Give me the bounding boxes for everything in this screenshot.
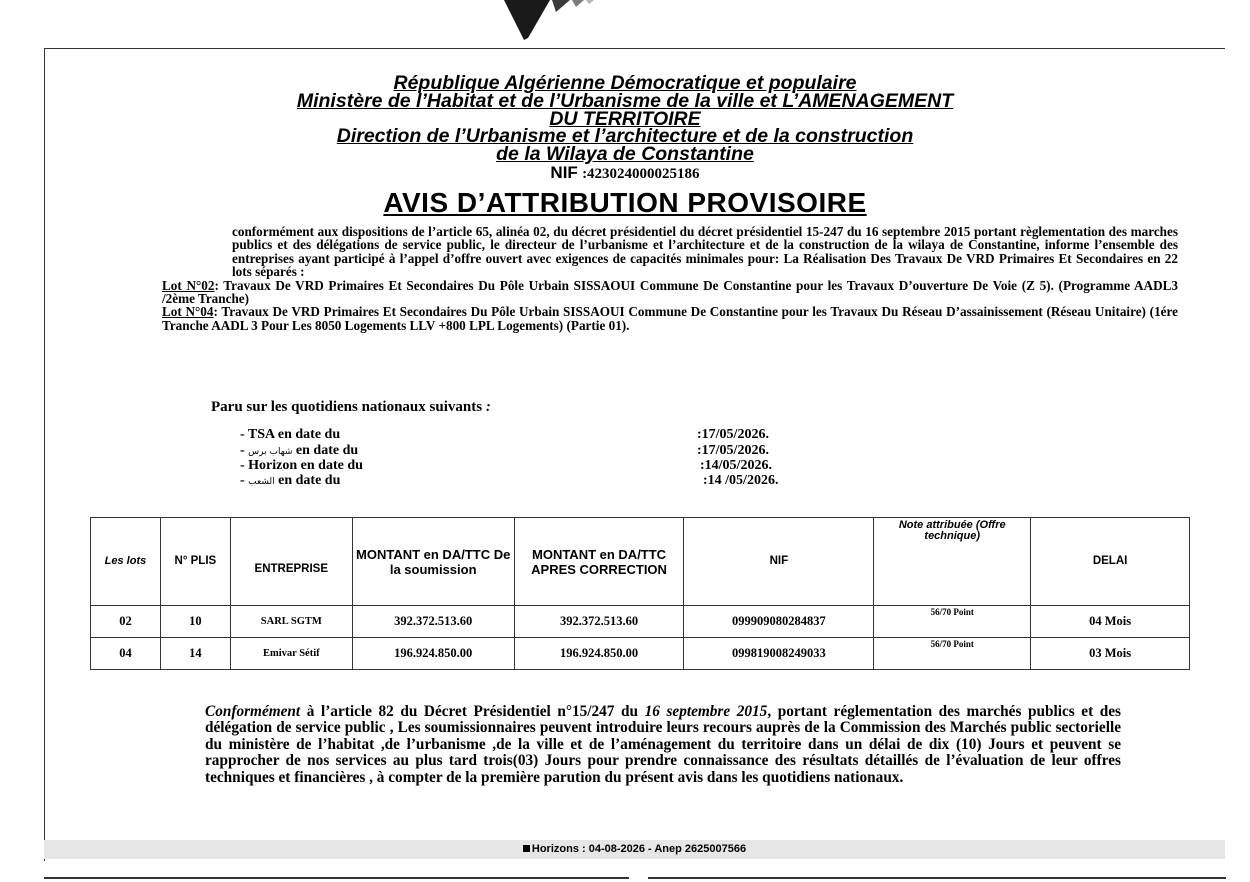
cell-nif: 099819008249033 [684, 638, 874, 670]
closing-text-1: à l’article 82 du Décret Présidentiel n°15/247 du [300, 703, 645, 720]
nif-value: :423024000025186 [582, 166, 700, 182]
publication-name: - Horizon en date du [240, 458, 363, 473]
lot-02-description [162, 279, 1178, 306]
col-header-montant-correction: MONTANT en DA/TTC APRES CORRECTION [514, 518, 684, 606]
cell-lot: 02 [91, 606, 161, 638]
publication-name: - شهاب برس en date du [240, 443, 359, 458]
col-header-plis: N° PLIS [160, 518, 230, 606]
cell-entreprise: Emivar Sétif [230, 638, 352, 670]
nif-label: NIF [550, 163, 578, 182]
publication-date: :14/05/2026. [700, 458, 772, 473]
header-wilaya: de la Wilaya de Constantine [496, 143, 754, 165]
col-header-montant-soumission: MONTANT en DA/TTC De la soumission [352, 518, 514, 606]
closing-lead-word: Conformément [205, 703, 301, 720]
cell-montant-correction: 196.924.850.00 [514, 638, 684, 670]
publication-name: - TSA en date du [240, 427, 341, 442]
publications-heading-colon: : [485, 399, 491, 415]
publication-date: :17/05/2026. [697, 443, 769, 458]
closing-text-2: , portant réglementation des marchés publics et des délégation de service public , Les soumissionnaires peuvent introduire leurs recours auprès de la Commission des Marchés public sectorielle du ministère de l’habitat ,de l’urbanisme ,de la ville et de l’aménagement du territoire dans un délai de dix (10) Jours et peuvent se rapprocher de nos services au plus tard trois(03) Jours pour prendre connaissance des résultats détaillés de l’évaluation de leur offres techniques et financières , à compter de la première parution du présent avis dans les quotidiens nationaux. [205, 703, 1121, 786]
table-row [91, 638, 1190, 670]
next-ad-edge-right [648, 877, 1226, 879]
lot-04-description [162, 305, 1178, 332]
publication-date: :14 /05/2026. [703, 473, 779, 488]
lot-04-label: Lot N°04 [162, 304, 214, 320]
square-bullet-icon [523, 845, 530, 852]
lot-04-text: : Travaux De VRD Primaires Et Secondaires Du Pôle Urbain SISSAOUI Commune De Constantine pour les Travaux Du Réseau D’assainissement (Réseau Unitaire) (1ére Tranche AADL 3 Pour Les 8050 Logements LLV +800 LPL Logements) (Partie 01). [162, 304, 1178, 333]
cell-note: 56/70 Point [874, 638, 1031, 670]
closing-block [173, 704, 1121, 786]
closing-paragraph [173, 704, 1121, 786]
lot-02-text: : Travaux De VRD Primaires Et Secondaires Du Pôle Urbain SISSAOUI Commune De Constantine pour les Travaux D’ouverture De Voie (Z 5). (Programme AADL3 /2ème Tranche) [162, 277, 1178, 307]
publications-heading [211, 399, 491, 416]
header-republic: République Algérienne Démocratique et populaire [393, 72, 857, 94]
cell-note: 56/70 Point [874, 606, 1031, 638]
cell-lot: 04 [91, 638, 161, 670]
col-header-entreprise: ENTREPRISE [230, 518, 352, 606]
intro-block [162, 225, 1178, 332]
table-row [91, 606, 1190, 638]
publication-date: :17/05/2026. [697, 427, 769, 442]
header-ministry: Ministère de l’Habitat et de l’Urbanisme de la ville et L’AMENAGEMENT [296, 90, 954, 112]
footer-text: Horizons : 04-08-2026 - Anep 2625007566 [531, 843, 747, 855]
cell-plis: 14 [160, 638, 230, 670]
closing-date: 16 septembre 2015 [644, 703, 768, 720]
cell-montant-soumission: 392.372.513.60 [352, 606, 514, 638]
col-header-delai: DELAI [1031, 518, 1190, 606]
header-nif [0, 163, 1250, 183]
col-header-note: Note attribuée (Offre technique) [874, 518, 1031, 606]
footer-bar [44, 840, 1225, 859]
col-header-nif: NIF [684, 518, 874, 606]
publications-heading-text: Paru sur les quotidiens nationaux suivants [211, 399, 486, 415]
cell-delai: 04 Mois [1031, 606, 1190, 638]
cell-montant-correction: 392.372.513.60 [514, 606, 684, 638]
table-header-row [91, 518, 1190, 606]
publication-name: - الشعب en date du [240, 473, 341, 488]
cell-entreprise: SARL SGTM [230, 606, 352, 638]
cell-plis: 10 [160, 606, 230, 638]
intro-paragraph: conformément aux dispositions de l’article 65, alinéa 02, du décret présidentiel du décret présidentiel 15-247 du 16 septembre 2015 portant règlementation des marches publics et des délégations de service public, le directeur de l’urbanisme et l’architecture et de la construction de la wilaya de Constantine, informe l’ensemble des entreprises ayant participé à l’appel d’offre ouvert avec exigences de capacités minimales pour: La Réalisation Des Travaux De VRD Primaires Et Secondaires en 22 lots séparés : [232, 224, 1178, 280]
cell-delai: 03 Mois [1031, 638, 1190, 670]
header-direction: Direction de l’Urbanisme et l’architecture et de la construction [336, 125, 914, 147]
cell-montant-soumission: 196.924.850.00 [352, 638, 514, 670]
attribution-table [90, 517, 1190, 670]
page-title: AVIS D’ATTRIBUTION PROVISOIRE [383, 187, 867, 218]
anep-logo-fragment [490, 0, 630, 42]
cell-nif: 099909080284837 [684, 606, 874, 638]
next-ad-edge-left [44, 877, 629, 879]
col-header-lots: Les lots [91, 518, 161, 606]
lot-02-label: Lot N°02 [162, 277, 215, 293]
header-territoire: DU TERRITOIRE [549, 108, 701, 130]
